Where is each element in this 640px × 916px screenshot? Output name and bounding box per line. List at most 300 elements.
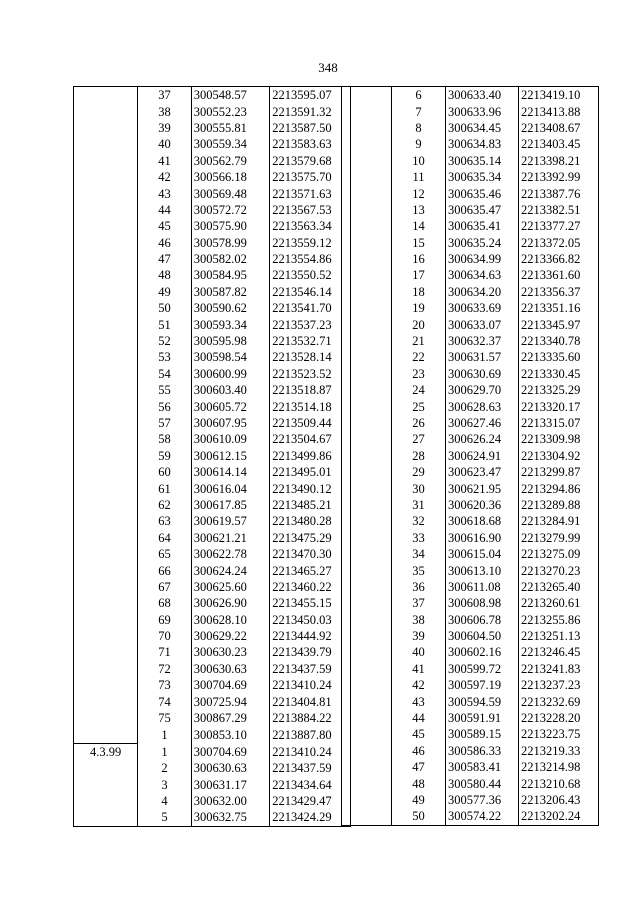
table-row	[342, 120, 599, 136]
table-row	[342, 693, 599, 709]
table-row	[342, 480, 599, 496]
point-number-cell: 11	[392, 169, 446, 185]
section-cell	[342, 431, 392, 447]
x-coordinate-cell: 300605.72	[191, 398, 270, 414]
section-cell	[342, 153, 392, 169]
section-cell	[74, 448, 138, 464]
point-number-cell: 15	[392, 235, 446, 251]
y-coordinate-cell: 2213408.67	[519, 120, 599, 136]
x-coordinate-cell: 300630.23	[191, 644, 270, 660]
table-row	[74, 284, 351, 300]
y-coordinate-cell: 2213563.34	[270, 218, 351, 234]
point-number-cell: 4	[138, 793, 191, 809]
section-cell	[342, 300, 392, 316]
section-cell	[342, 284, 392, 300]
y-coordinate-cell: 2213284.91	[519, 513, 599, 529]
point-number-cell: 73	[138, 677, 191, 693]
x-coordinate-cell: 300593.34	[191, 316, 270, 332]
section-cell	[342, 218, 392, 234]
y-coordinate-cell: 2213232.69	[519, 693, 599, 709]
section-cell	[342, 595, 392, 611]
y-coordinate-cell: 2213392.99	[519, 169, 599, 185]
table-row	[74, 218, 351, 234]
point-number-cell: 60	[138, 464, 191, 480]
point-number-cell: 72	[138, 661, 191, 677]
y-coordinate-cell: 2213575.70	[270, 169, 351, 185]
section-cell	[342, 743, 392, 759]
table-row	[342, 661, 599, 677]
y-coordinate-cell: 2213444.92	[270, 628, 351, 644]
point-number-cell: 38	[392, 612, 446, 628]
table-row	[342, 431, 599, 447]
x-coordinate-cell: 300634.99	[446, 251, 519, 267]
table-row	[342, 153, 599, 169]
table-row	[342, 349, 599, 365]
y-coordinate-cell: 2213410.24	[270, 743, 351, 760]
x-coordinate-cell: 300623.47	[446, 464, 519, 480]
section-cell	[74, 546, 138, 562]
x-coordinate-cell: 300598.54	[191, 349, 270, 365]
y-coordinate-cell: 2213304.92	[519, 448, 599, 464]
section-cell	[74, 366, 138, 382]
point-number-cell: 65	[138, 546, 191, 562]
table-row	[342, 710, 599, 726]
table-row	[342, 808, 599, 825]
table-row	[74, 87, 351, 104]
x-coordinate-cell: 300575.90	[191, 218, 270, 234]
section-cell	[74, 661, 138, 677]
table-row	[74, 202, 351, 218]
y-coordinate-cell: 2213223.75	[519, 726, 599, 742]
table-row	[74, 251, 351, 267]
section-cell	[342, 513, 392, 529]
section-cell	[342, 366, 392, 382]
section-cell	[74, 251, 138, 267]
table-row	[342, 595, 599, 611]
section-cell	[342, 612, 392, 628]
point-number-cell: 6	[392, 87, 446, 104]
x-coordinate-cell: 300548.57	[191, 87, 270, 104]
y-coordinate-cell: 2213404.81	[270, 693, 351, 709]
table-row	[342, 136, 599, 152]
point-number-cell: 62	[138, 497, 191, 513]
y-coordinate-cell: 2213532.71	[270, 333, 351, 349]
y-coordinate-cell: 2213413.88	[519, 103, 599, 119]
x-coordinate-cell: 300624.91	[446, 448, 519, 464]
y-coordinate-cell: 2213241.83	[519, 661, 599, 677]
point-number-cell: 42	[138, 169, 191, 185]
section-cell	[74, 382, 138, 398]
y-coordinate-cell: 2213345.97	[519, 316, 599, 332]
table-row	[342, 513, 599, 529]
table-row	[342, 267, 599, 283]
table-row	[74, 595, 351, 611]
section-cell	[74, 776, 138, 792]
section-cell	[74, 760, 138, 776]
table-row	[342, 333, 599, 349]
x-coordinate-cell: 300631.57	[446, 349, 519, 365]
table-row	[342, 185, 599, 201]
point-number-cell: 38	[138, 103, 191, 119]
point-number-cell: 51	[138, 316, 191, 332]
point-number-cell: 18	[392, 284, 446, 300]
point-number-cell: 33	[392, 530, 446, 546]
table-row	[74, 530, 351, 546]
y-coordinate-cell: 2213260.61	[519, 595, 599, 611]
y-coordinate-cell: 2213309.98	[519, 431, 599, 447]
point-number-cell: 25	[392, 398, 446, 414]
table-row	[74, 349, 351, 365]
x-coordinate-cell: 300617.85	[191, 497, 270, 513]
point-number-cell: 22	[392, 349, 446, 365]
point-number-cell: 66	[138, 562, 191, 578]
y-coordinate-cell: 2213270.23	[519, 562, 599, 578]
table-row	[342, 775, 599, 791]
section-cell	[342, 235, 392, 251]
table-row	[74, 743, 351, 760]
table-row	[342, 169, 599, 185]
section-cell	[74, 464, 138, 480]
point-number-cell: 24	[392, 382, 446, 398]
x-coordinate-cell: 300635.46	[446, 185, 519, 201]
table-row	[74, 464, 351, 480]
point-number-cell: 26	[392, 415, 446, 431]
table-row	[74, 169, 351, 185]
section-cell	[74, 153, 138, 169]
y-coordinate-cell: 2213265.40	[519, 579, 599, 595]
y-coordinate-cell: 2213490.12	[270, 480, 351, 496]
x-coordinate-cell: 300610.09	[191, 431, 270, 447]
section-cell	[74, 793, 138, 809]
x-coordinate-cell: 300632.00	[191, 793, 270, 809]
section-cell	[74, 809, 138, 826]
y-coordinate-cell: 2213340.78	[519, 333, 599, 349]
y-coordinate-cell: 2213571.63	[270, 185, 351, 201]
table-row	[74, 644, 351, 660]
point-number-cell: 36	[392, 579, 446, 595]
y-coordinate-cell: 2213246.45	[519, 644, 599, 660]
y-coordinate-cell: 2213518.87	[270, 382, 351, 398]
y-coordinate-cell: 2213429.47	[270, 793, 351, 809]
y-coordinate-cell: 2213228.20	[519, 710, 599, 726]
section-cell	[74, 644, 138, 660]
table-row	[342, 366, 599, 382]
section-cell	[342, 316, 392, 332]
y-coordinate-cell: 2213219.33	[519, 743, 599, 759]
point-number-cell: 53	[138, 349, 191, 365]
table-row	[74, 513, 351, 529]
x-coordinate-cell: 300595.98	[191, 333, 270, 349]
section-cell	[74, 87, 138, 104]
x-coordinate-cell: 300602.16	[446, 644, 519, 660]
y-coordinate-cell: 2213455.15	[270, 595, 351, 611]
point-number-cell: 30	[392, 480, 446, 496]
point-number-cell: 29	[392, 464, 446, 480]
section-cell	[74, 579, 138, 595]
table-row	[342, 300, 599, 316]
table-row	[342, 415, 599, 431]
y-coordinate-cell: 2213567.53	[270, 202, 351, 218]
table-row	[74, 809, 351, 826]
table-row	[342, 743, 599, 759]
section-cell	[342, 562, 392, 578]
x-coordinate-cell: 300628.63	[446, 398, 519, 414]
point-number-cell: 41	[392, 661, 446, 677]
table-row	[74, 661, 351, 677]
x-coordinate-cell: 300704.69	[191, 743, 270, 760]
point-number-cell: 57	[138, 415, 191, 431]
x-coordinate-cell: 300633.69	[446, 300, 519, 316]
table-row	[74, 677, 351, 693]
section-cell	[342, 661, 392, 677]
point-number-cell: 56	[138, 398, 191, 414]
table-row	[74, 710, 351, 726]
y-coordinate-cell: 2213887.80	[270, 726, 351, 743]
y-coordinate-cell: 2213465.27	[270, 562, 351, 578]
x-coordinate-cell: 300580.44	[446, 775, 519, 791]
table-row	[74, 579, 351, 595]
section-cell	[74, 595, 138, 611]
y-coordinate-cell: 2213424.29	[270, 809, 351, 826]
table-row	[342, 792, 599, 808]
table-row	[342, 284, 599, 300]
point-number-cell: 23	[392, 366, 446, 382]
y-coordinate-cell: 2213450.03	[270, 612, 351, 628]
point-number-cell: 14	[392, 218, 446, 234]
x-coordinate-cell: 300569.48	[191, 185, 270, 201]
x-coordinate-cell: 300632.37	[446, 333, 519, 349]
x-coordinate-cell: 300633.96	[446, 103, 519, 119]
y-coordinate-cell: 2213583.63	[270, 136, 351, 152]
x-coordinate-cell: 300591.91	[446, 710, 519, 726]
x-coordinate-cell: 300611.08	[446, 579, 519, 595]
section-cell	[342, 202, 392, 218]
table-row	[74, 497, 351, 513]
point-number-cell: 46	[138, 235, 191, 251]
section-cell	[74, 169, 138, 185]
section-cell	[74, 103, 138, 119]
x-coordinate-cell: 300620.36	[446, 497, 519, 513]
point-number-cell: 19	[392, 300, 446, 316]
point-number-cell: 47	[138, 251, 191, 267]
x-coordinate-cell: 300604.50	[446, 628, 519, 644]
table-row	[342, 218, 599, 234]
section-cell	[342, 677, 392, 693]
y-coordinate-cell: 2213398.21	[519, 153, 599, 169]
point-number-cell: 47	[392, 759, 446, 775]
point-number-cell: 10	[392, 153, 446, 169]
x-coordinate-cell: 300613.10	[446, 562, 519, 578]
section-cell	[342, 497, 392, 513]
x-coordinate-cell: 300582.02	[191, 251, 270, 267]
table-row	[74, 546, 351, 562]
section-cell	[74, 136, 138, 152]
y-coordinate-cell: 2213410.24	[270, 677, 351, 693]
y-coordinate-cell: 2213485.21	[270, 497, 351, 513]
section-cell	[74, 612, 138, 628]
y-coordinate-cell: 2213587.50	[270, 120, 351, 136]
table-row	[74, 693, 351, 709]
y-coordinate-cell: 2213325.29	[519, 382, 599, 398]
table-row	[74, 235, 351, 251]
point-number-cell: 12	[392, 185, 446, 201]
point-number-cell: 48	[138, 267, 191, 283]
table-row	[74, 415, 351, 431]
y-coordinate-cell: 2213251.13	[519, 628, 599, 644]
table-row	[74, 316, 351, 332]
y-coordinate-cell: 2213377.27	[519, 218, 599, 234]
x-coordinate-cell: 300590.62	[191, 300, 270, 316]
point-number-cell: 8	[392, 120, 446, 136]
point-number-cell: 21	[392, 333, 446, 349]
y-coordinate-cell: 2213279.99	[519, 530, 599, 546]
y-coordinate-cell: 2213550.52	[270, 267, 351, 283]
point-number-cell: 45	[392, 726, 446, 742]
point-number-cell: 13	[392, 202, 446, 218]
point-number-cell: 43	[392, 693, 446, 709]
point-number-cell: 49	[392, 792, 446, 808]
point-number-cell: 69	[138, 612, 191, 628]
section-cell	[342, 251, 392, 267]
y-coordinate-cell: 2213315.07	[519, 415, 599, 431]
x-coordinate-cell: 300607.95	[191, 415, 270, 431]
y-coordinate-cell: 2213509.44	[270, 415, 351, 431]
section-cell	[342, 808, 392, 825]
x-coordinate-cell: 300853.10	[191, 726, 270, 743]
table-row	[342, 382, 599, 398]
x-coordinate-cell: 300630.63	[191, 661, 270, 677]
section-cell	[342, 464, 392, 480]
section-cell	[74, 185, 138, 201]
x-coordinate-cell: 300586.33	[446, 743, 519, 759]
table-row	[342, 644, 599, 660]
x-coordinate-cell: 300587.82	[191, 284, 270, 300]
point-number-cell: 63	[138, 513, 191, 529]
x-coordinate-cell: 300635.34	[446, 169, 519, 185]
table-row	[74, 136, 351, 152]
y-coordinate-cell: 2213275.09	[519, 546, 599, 562]
y-coordinate-cell: 2213537.23	[270, 316, 351, 332]
x-coordinate-cell: 300599.72	[446, 661, 519, 677]
table-row	[74, 480, 351, 496]
y-coordinate-cell: 2213382.51	[519, 202, 599, 218]
table-row	[74, 562, 351, 578]
y-coordinate-cell: 2213361.60	[519, 267, 599, 283]
table-row	[74, 366, 351, 382]
point-number-cell: 1	[138, 726, 191, 743]
point-number-cell: 5	[138, 809, 191, 826]
section-cell	[74, 316, 138, 332]
y-coordinate-cell: 2213884.22	[270, 710, 351, 726]
point-number-cell: 68	[138, 595, 191, 611]
x-coordinate-cell: 300725.94	[191, 693, 270, 709]
y-coordinate-cell: 2213541.70	[270, 300, 351, 316]
x-coordinate-cell: 300603.40	[191, 382, 270, 398]
section-cell	[342, 579, 392, 595]
table-row	[74, 300, 351, 316]
x-coordinate-cell: 300635.41	[446, 218, 519, 234]
table-row	[74, 726, 351, 743]
point-number-cell: 61	[138, 480, 191, 496]
table-row	[342, 628, 599, 644]
section-cell	[74, 218, 138, 234]
section-cell	[74, 235, 138, 251]
point-number-cell: 40	[392, 644, 446, 660]
section-cell	[342, 120, 392, 136]
table-row	[342, 448, 599, 464]
x-coordinate-cell: 300634.83	[446, 136, 519, 152]
section-cell	[342, 693, 392, 709]
x-coordinate-cell: 300635.24	[446, 235, 519, 251]
table-row	[74, 431, 351, 447]
y-coordinate-cell: 2213351.16	[519, 300, 599, 316]
section-cell	[74, 120, 138, 136]
table-row	[342, 726, 599, 742]
section-cell	[342, 480, 392, 496]
x-coordinate-cell: 300562.79	[191, 153, 270, 169]
point-number-cell: 74	[138, 693, 191, 709]
table-row	[342, 562, 599, 578]
table-row	[74, 120, 351, 136]
table-row	[74, 398, 351, 414]
x-coordinate-cell: 300635.47	[446, 202, 519, 218]
point-number-cell: 42	[392, 677, 446, 693]
point-number-cell: 70	[138, 628, 191, 644]
point-number-cell: 71	[138, 644, 191, 660]
point-number-cell: 37	[138, 87, 191, 104]
point-number-cell: 64	[138, 530, 191, 546]
section-cell	[74, 497, 138, 513]
y-coordinate-cell: 2213387.76	[519, 185, 599, 201]
x-coordinate-cell: 300572.72	[191, 202, 270, 218]
section-cell	[342, 448, 392, 464]
y-coordinate-cell: 2213299.87	[519, 464, 599, 480]
table-row	[74, 776, 351, 792]
point-number-cell: 41	[138, 153, 191, 169]
x-coordinate-cell: 300577.36	[446, 792, 519, 808]
table-row	[342, 497, 599, 513]
x-coordinate-cell: 300633.07	[446, 316, 519, 332]
point-number-cell: 55	[138, 382, 191, 398]
x-coordinate-cell: 300597.19	[446, 677, 519, 693]
point-number-cell: 54	[138, 366, 191, 382]
section-cell	[342, 415, 392, 431]
x-coordinate-cell: 300626.90	[191, 595, 270, 611]
x-coordinate-cell: 300622.78	[191, 546, 270, 562]
point-number-cell: 3	[138, 776, 191, 792]
y-coordinate-cell: 2213372.05	[519, 235, 599, 251]
y-coordinate-cell: 2213335.60	[519, 349, 599, 365]
table-row	[342, 759, 599, 775]
y-coordinate-cell: 2213460.22	[270, 579, 351, 595]
section-cell	[74, 267, 138, 283]
table-row	[74, 448, 351, 464]
x-coordinate-cell: 300616.90	[446, 530, 519, 546]
table-row	[342, 464, 599, 480]
x-coordinate-cell: 300566.18	[191, 169, 270, 185]
x-coordinate-cell: 300867.29	[191, 710, 270, 726]
point-number-cell: 20	[392, 316, 446, 332]
table-row	[342, 579, 599, 595]
y-coordinate-cell: 2213294.86	[519, 480, 599, 496]
x-coordinate-cell: 300630.63	[191, 760, 270, 776]
point-number-cell: 45	[138, 218, 191, 234]
point-number-cell: 34	[392, 546, 446, 562]
x-coordinate-cell: 300616.04	[191, 480, 270, 496]
x-coordinate-cell: 300608.98	[446, 595, 519, 611]
section-cell	[342, 349, 392, 365]
section-cell	[74, 628, 138, 644]
